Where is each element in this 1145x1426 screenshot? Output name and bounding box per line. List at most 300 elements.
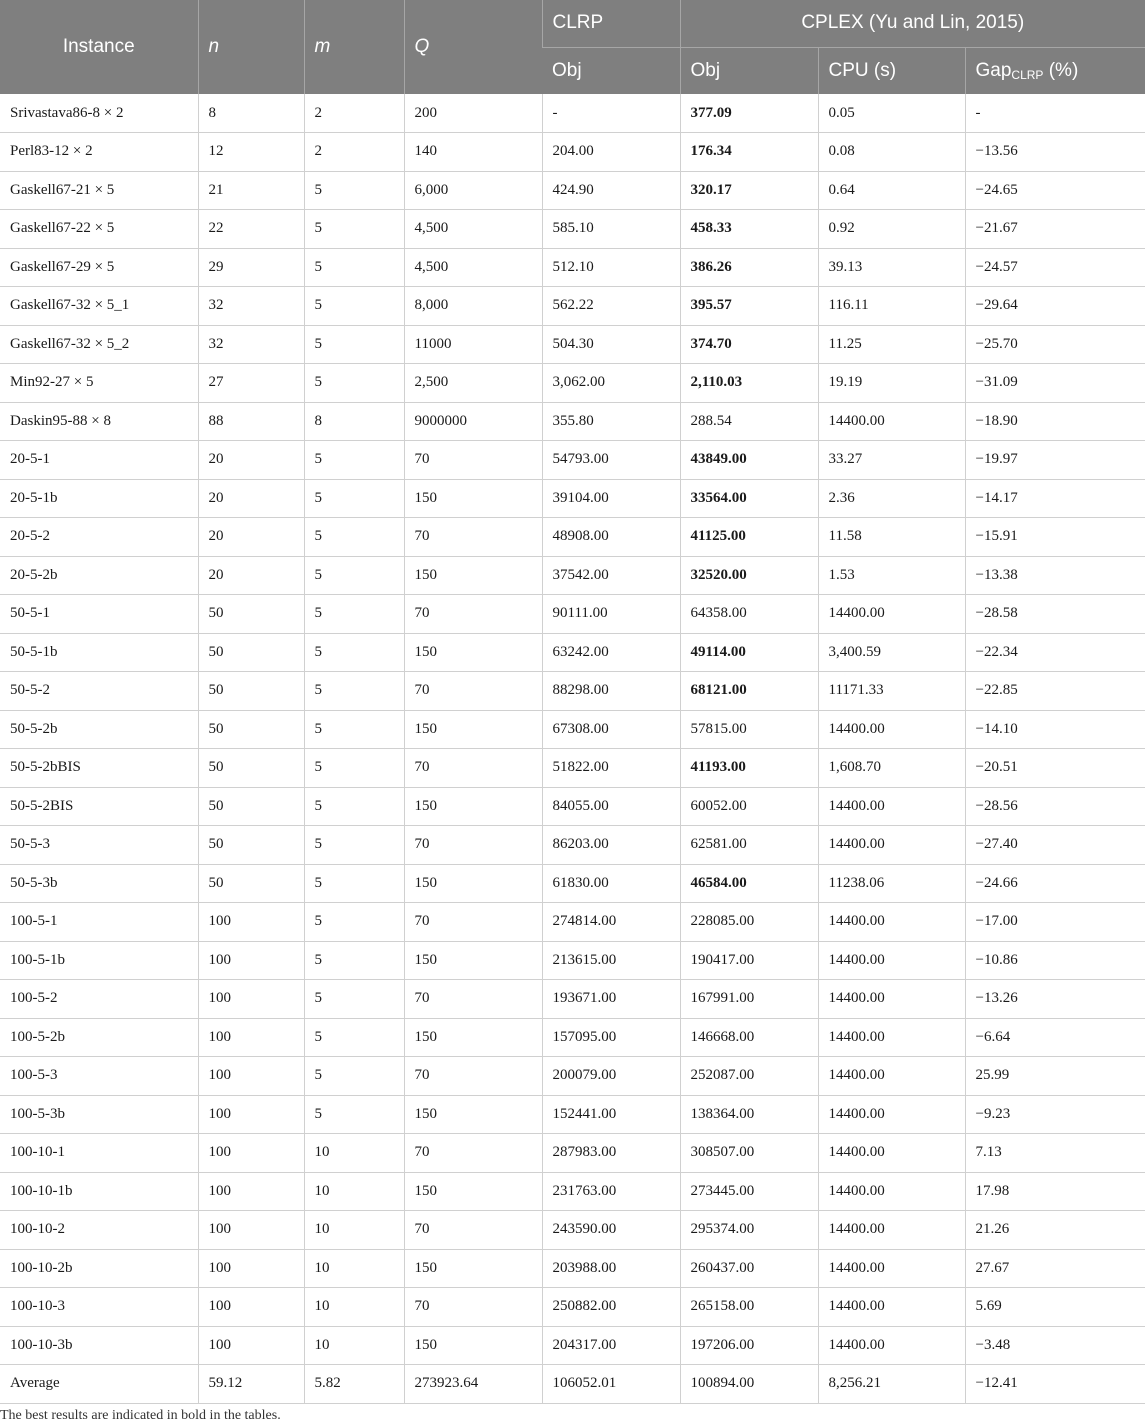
cell-cplex-obj: 138364.00 — [680, 1095, 818, 1134]
header-gap-subscript: CLRP — [1011, 67, 1044, 82]
table-row — [0, 1095, 1145, 1134]
cell-n: 50 — [198, 826, 304, 865]
cell-cpu: 14400.00 — [818, 595, 965, 634]
cell-gap: 25.99 — [965, 1057, 1145, 1096]
header-instance: Instance — [0, 0, 198, 94]
table-row — [0, 248, 1145, 287]
cell-clrp-obj: 67308.00 — [542, 710, 680, 749]
cell-n: 29 — [198, 248, 304, 287]
cell-q: 9000000 — [404, 402, 542, 441]
table-row — [0, 749, 1145, 788]
cell-instance: 20-5-2 — [0, 518, 198, 557]
table-row — [0, 941, 1145, 980]
cell-q: 150 — [404, 941, 542, 980]
cell-gap: −10.86 — [965, 941, 1145, 980]
cell-cpu: 116.11 — [818, 287, 965, 326]
cell-q: 150 — [404, 633, 542, 672]
cell-instance: Gaskell67-29 × 5 — [0, 248, 198, 287]
cell-clrp-obj: 204317.00 — [542, 1326, 680, 1365]
cell-m: 10 — [304, 1172, 404, 1211]
cell-instance: 100-5-2 — [0, 980, 198, 1019]
table-row — [0, 325, 1145, 364]
cell-m: 10 — [304, 1211, 404, 1250]
cell-m: 5 — [304, 556, 404, 595]
cell-clrp-obj: 48908.00 — [542, 518, 680, 557]
cell-cpu: 14400.00 — [818, 1057, 965, 1096]
table-row — [0, 1018, 1145, 1057]
table-header — [0, 0, 1145, 94]
cell-cpu: 14400.00 — [818, 941, 965, 980]
cell-m: 5 — [304, 826, 404, 865]
table-row — [0, 633, 1145, 672]
cell-cpu: 14400.00 — [818, 980, 965, 1019]
cell-cplex-obj: 43849.00 — [680, 441, 818, 480]
cell-cpu: 14400.00 — [818, 402, 965, 441]
cell-cplex-obj: 32520.00 — [680, 556, 818, 595]
cell-instance: 50-5-1b — [0, 633, 198, 672]
cell-clrp-obj: 61830.00 — [542, 864, 680, 903]
cell-cplex-obj: 62581.00 — [680, 826, 818, 865]
cell-n: 32 — [198, 325, 304, 364]
cell-clrp-obj: 88298.00 — [542, 672, 680, 711]
cell-m: 5 — [304, 749, 404, 788]
cell-gap: −28.56 — [965, 787, 1145, 826]
cell-q: 150 — [404, 1095, 542, 1134]
cell-m: 5 — [304, 364, 404, 403]
cell-gap: 7.13 — [965, 1134, 1145, 1173]
table-row — [0, 595, 1145, 634]
header-cplex-obj: Obj — [680, 47, 818, 94]
table-row — [0, 133, 1145, 172]
cell-clrp-obj: 193671.00 — [542, 980, 680, 1019]
cell-cplex-obj: 68121.00 — [680, 672, 818, 711]
cell-m: 5 — [304, 787, 404, 826]
cell-m: 5 — [304, 864, 404, 903]
cell-clrp-obj: 274814.00 — [542, 903, 680, 942]
cell-instance: Srivastava86-8 × 2 — [0, 94, 198, 133]
header-cpu: CPU (s) — [818, 47, 965, 94]
table-row — [0, 864, 1145, 903]
cell-gap: −20.51 — [965, 749, 1145, 788]
cell-n: 50 — [198, 595, 304, 634]
cell-gap: −18.90 — [965, 402, 1145, 441]
cell-cplex-obj: 190417.00 — [680, 941, 818, 980]
cell-cpu: 14400.00 — [818, 1018, 965, 1057]
cell-n: 100 — [198, 1211, 304, 1250]
header-q: Q — [404, 0, 542, 94]
cell-n: 20 — [198, 441, 304, 480]
cell-instance: 20-5-2b — [0, 556, 198, 595]
cell-cplex-obj: 265158.00 — [680, 1288, 818, 1327]
cell-n: 8 — [198, 94, 304, 133]
cell-cpu: 14400.00 — [818, 1326, 965, 1365]
cell-q: 4,500 — [404, 210, 542, 249]
cell-clrp-obj: 562.22 — [542, 287, 680, 326]
cell-instance: 100-5-2b — [0, 1018, 198, 1057]
cell-instance: Perl83-12 × 2 — [0, 133, 198, 172]
cell-cpu: 19.19 — [818, 364, 965, 403]
table-row — [0, 441, 1145, 480]
cell-n: 100 — [198, 1057, 304, 1096]
cell-instance: 100-10-2 — [0, 1211, 198, 1250]
cell-q: 150 — [404, 1249, 542, 1288]
cell-n: 50 — [198, 787, 304, 826]
cell-n: 50 — [198, 633, 304, 672]
cell-gap: −24.66 — [965, 864, 1145, 903]
cell-instance: Gaskell67-22 × 5 — [0, 210, 198, 249]
cell-n: 100 — [198, 1134, 304, 1173]
cell-n: 100 — [198, 1172, 304, 1211]
cell-cpu: 33.27 — [818, 441, 965, 480]
cell-instance: Gaskell67-32 × 5_2 — [0, 325, 198, 364]
cell-cplex-obj: 273445.00 — [680, 1172, 818, 1211]
cell-cpu: 11.58 — [818, 518, 965, 557]
cell-q: 150 — [404, 1018, 542, 1057]
cell-q: 140 — [404, 133, 542, 172]
cell-cplex-obj: 252087.00 — [680, 1057, 818, 1096]
cell-m: 5 — [304, 171, 404, 210]
cell-cpu: 14400.00 — [818, 1172, 965, 1211]
cell-n: 20 — [198, 556, 304, 595]
cell-q: 200 — [404, 94, 542, 133]
table-row — [0, 94, 1145, 133]
cell-instance: 50-5-2b — [0, 710, 198, 749]
cell-n: 50 — [198, 749, 304, 788]
cell-cplex-obj: 41193.00 — [680, 749, 818, 788]
cell-cplex-obj: 386.26 — [680, 248, 818, 287]
cell-q: 150 — [404, 787, 542, 826]
cell-clrp-obj: 90111.00 — [542, 595, 680, 634]
cell-clrp-obj: 200079.00 — [542, 1057, 680, 1096]
cell-instance: 50-5-3b — [0, 864, 198, 903]
cell-cplex-obj: 260437.00 — [680, 1249, 818, 1288]
cell-gap: −22.85 — [965, 672, 1145, 711]
cell-m: 5 — [304, 518, 404, 557]
cell-clrp-obj: 157095.00 — [542, 1018, 680, 1057]
cell-m: 5 — [304, 903, 404, 942]
cell-gap: −13.56 — [965, 133, 1145, 172]
table-row — [0, 903, 1145, 942]
table-row — [0, 556, 1145, 595]
header-clrp: CLRP — [542, 0, 680, 47]
cell-q: 6,000 — [404, 171, 542, 210]
cell-cplex-obj: 60052.00 — [680, 787, 818, 826]
cell-cpu: 11238.06 — [818, 864, 965, 903]
cell-gap: −13.26 — [965, 980, 1145, 1019]
cell-cpu: 0.05 — [818, 94, 965, 133]
cell-cpu: 14400.00 — [818, 1211, 965, 1250]
cell-q: 70 — [404, 1134, 542, 1173]
cell-cplex-obj: 167991.00 — [680, 980, 818, 1019]
cell-n: 100 — [198, 980, 304, 1019]
cell-m: 5 — [304, 248, 404, 287]
cell-n: 100 — [198, 1249, 304, 1288]
cell-cpu: 1,608.70 — [818, 749, 965, 788]
cell-instance: 100-5-3 — [0, 1057, 198, 1096]
cell-instance: Min92-27 × 5 — [0, 364, 198, 403]
cell-m: 10 — [304, 1134, 404, 1173]
cell-q: 150 — [404, 556, 542, 595]
cell-instance: Gaskell67-32 × 5_1 — [0, 287, 198, 326]
cell-m: 10 — [304, 1326, 404, 1365]
cell-gap: −14.17 — [965, 479, 1145, 518]
cell-cplex-obj: 100894.00 — [680, 1365, 818, 1404]
table-row — [0, 287, 1145, 326]
header-cplex: CPLEX (Yu and Lin, 2015) — [680, 0, 1145, 47]
cell-q: 150 — [404, 864, 542, 903]
cell-q: 70 — [404, 672, 542, 711]
cell-cplex-obj: 295374.00 — [680, 1211, 818, 1250]
cell-cplex-obj: 176.34 — [680, 133, 818, 172]
cell-n: 22 — [198, 210, 304, 249]
cell-m: 2 — [304, 94, 404, 133]
cell-cplex-obj: 46584.00 — [680, 864, 818, 903]
cell-clrp-obj: - — [542, 94, 680, 133]
cell-cpu: 0.64 — [818, 171, 965, 210]
cell-m: 5 — [304, 672, 404, 711]
cell-n: 27 — [198, 364, 304, 403]
cell-instance: 100-10-2b — [0, 1249, 198, 1288]
cell-m: 5 — [304, 633, 404, 672]
table-row — [0, 1211, 1145, 1250]
table-row — [0, 826, 1145, 865]
cell-instance: 100-10-1 — [0, 1134, 198, 1173]
header-gap-label: Gap — [975, 59, 1012, 81]
cell-q: 11000 — [404, 325, 542, 364]
cell-cplex-obj: 41125.00 — [680, 518, 818, 557]
cell-clrp-obj: 512.10 — [542, 248, 680, 287]
cell-cplex-obj: 33564.00 — [680, 479, 818, 518]
cell-gap: −22.34 — [965, 633, 1145, 672]
cell-cplex-obj: 57815.00 — [680, 710, 818, 749]
cell-clrp-obj: 37542.00 — [542, 556, 680, 595]
header-clrp-obj: Obj — [542, 47, 680, 94]
cell-q: 70 — [404, 980, 542, 1019]
cell-gap: −14.10 — [965, 710, 1145, 749]
table-row — [0, 1172, 1145, 1211]
cell-clrp-obj: 504.30 — [542, 325, 680, 364]
cell-clrp-obj: 84055.00 — [542, 787, 680, 826]
cell-m: 5 — [304, 325, 404, 364]
cell-instance: 50-5-3 — [0, 826, 198, 865]
cell-instance: Gaskell67-21 × 5 — [0, 171, 198, 210]
cell-cplex-obj: 374.70 — [680, 325, 818, 364]
footnote: The best results are indicated in bold in the tables. — [0, 1408, 281, 1423]
cell-gap: −17.00 — [965, 903, 1145, 942]
cell-cpu: 11.25 — [818, 325, 965, 364]
cell-gap: −15.91 — [965, 518, 1145, 557]
table-row — [0, 672, 1145, 711]
cell-clrp-obj: 152441.00 — [542, 1095, 680, 1134]
cell-q: 70 — [404, 826, 542, 865]
cell-m: 5 — [304, 479, 404, 518]
header-gap — [965, 47, 1145, 94]
table-row — [0, 364, 1145, 403]
cell-instance: 50-5-2BIS — [0, 787, 198, 826]
cell-q: 273923.64 — [404, 1365, 542, 1404]
cell-cplex-obj: 288.54 — [680, 402, 818, 441]
cell-q: 8,000 — [404, 287, 542, 326]
cell-m: 5 — [304, 1018, 404, 1057]
cell-cplex-obj: 458.33 — [680, 210, 818, 249]
cell-cpu: 14400.00 — [818, 1288, 965, 1327]
cell-instance: 50-5-2bBIS — [0, 749, 198, 788]
cell-instance: Daskin95-88 × 8 — [0, 402, 198, 441]
table-row — [0, 1134, 1145, 1173]
cell-gap: −24.65 — [965, 171, 1145, 210]
cell-clrp-obj: 243590.00 — [542, 1211, 680, 1250]
table-row — [0, 787, 1145, 826]
cell-clrp-obj: 3,062.00 — [542, 364, 680, 403]
cell-clrp-obj: 355.80 — [542, 402, 680, 441]
cell-cpu: 14400.00 — [818, 903, 965, 942]
cell-gap: −9.23 — [965, 1095, 1145, 1134]
cell-instance: 50-5-1 — [0, 595, 198, 634]
cell-n: 50 — [198, 672, 304, 711]
cell-gap: 27.67 — [965, 1249, 1145, 1288]
cell-gap: - — [965, 94, 1145, 133]
table-row — [0, 171, 1145, 210]
cell-m: 5.82 — [304, 1365, 404, 1404]
header-n: n — [198, 0, 304, 94]
cell-gap: −27.40 — [965, 826, 1145, 865]
cell-q: 150 — [404, 1172, 542, 1211]
cell-q: 2,500 — [404, 364, 542, 403]
cell-cpu: 0.08 — [818, 133, 965, 172]
cell-m: 5 — [304, 210, 404, 249]
cell-q: 150 — [404, 479, 542, 518]
cell-n: 100 — [198, 903, 304, 942]
cell-q: 150 — [404, 1326, 542, 1365]
cell-cplex-obj: 146668.00 — [680, 1018, 818, 1057]
cell-q: 70 — [404, 749, 542, 788]
cell-clrp-obj: 63242.00 — [542, 633, 680, 672]
cell-gap: −3.48 — [965, 1326, 1145, 1365]
cell-cplex-obj: 2,110.03 — [680, 364, 818, 403]
cell-cplex-obj: 197206.00 — [680, 1326, 818, 1365]
cell-cpu: 2.36 — [818, 479, 965, 518]
table-row — [0, 1288, 1145, 1327]
cell-cplex-obj: 308507.00 — [680, 1134, 818, 1173]
cell-gap: −19.97 — [965, 441, 1145, 480]
table-row — [0, 479, 1145, 518]
cell-n: 50 — [198, 710, 304, 749]
cell-m: 8 — [304, 402, 404, 441]
cell-q: 70 — [404, 903, 542, 942]
cell-instance: 100-10-1b — [0, 1172, 198, 1211]
cell-n: 100 — [198, 1326, 304, 1365]
cell-cplex-obj: 377.09 — [680, 94, 818, 133]
cell-m: 5 — [304, 595, 404, 634]
cell-cpu: 14400.00 — [818, 710, 965, 749]
table-row — [0, 1249, 1145, 1288]
cell-m: 5 — [304, 441, 404, 480]
cell-m: 5 — [304, 1057, 404, 1096]
cell-q: 70 — [404, 518, 542, 557]
cell-clrp-obj: 54793.00 — [542, 441, 680, 480]
table-row — [0, 710, 1145, 749]
cell-q: 4,500 — [404, 248, 542, 287]
cell-cplex-obj: 395.57 — [680, 287, 818, 326]
header-gap-unit: (%) — [1043, 59, 1079, 81]
cell-instance: 20-5-1 — [0, 441, 198, 480]
cell-gap: −12.41 — [965, 1365, 1145, 1404]
table-row — [0, 980, 1145, 1019]
cell-gap: −25.70 — [965, 325, 1145, 364]
cell-cpu: 14400.00 — [818, 1134, 965, 1173]
table-body — [0, 94, 1145, 1403]
cell-gap: −28.58 — [965, 595, 1145, 634]
table-row — [0, 1365, 1145, 1404]
cell-instance: 50-5-2 — [0, 672, 198, 711]
cell-instance: Average — [0, 1365, 198, 1404]
cell-cplex-obj: 49114.00 — [680, 633, 818, 672]
cell-cplex-obj: 320.17 — [680, 171, 818, 210]
cell-gap: −24.57 — [965, 248, 1145, 287]
cell-clrp-obj: 231763.00 — [542, 1172, 680, 1211]
cell-m: 5 — [304, 287, 404, 326]
cell-instance: 100-5-1 — [0, 903, 198, 942]
cell-n: 59.12 — [198, 1365, 304, 1404]
cell-clrp-obj: 86203.00 — [542, 826, 680, 865]
table-row — [0, 402, 1145, 441]
cell-gap: −13.38 — [965, 556, 1145, 595]
cell-n: 20 — [198, 479, 304, 518]
cell-n: 88 — [198, 402, 304, 441]
cell-m: 10 — [304, 1288, 404, 1327]
cell-gap: −29.64 — [965, 287, 1145, 326]
cell-q: 70 — [404, 1211, 542, 1250]
cell-clrp-obj: 424.90 — [542, 171, 680, 210]
cell-cpu: 14400.00 — [818, 787, 965, 826]
header-row-1 — [0, 0, 1145, 47]
cell-instance: 20-5-1b — [0, 479, 198, 518]
cell-gap: 5.69 — [965, 1288, 1145, 1327]
table-row — [0, 210, 1145, 249]
cell-m: 5 — [304, 710, 404, 749]
cell-clrp-obj: 39104.00 — [542, 479, 680, 518]
cell-n: 100 — [198, 1288, 304, 1327]
cell-clrp-obj: 287983.00 — [542, 1134, 680, 1173]
cell-instance: 100-5-3b — [0, 1095, 198, 1134]
cell-clrp-obj: 204.00 — [542, 133, 680, 172]
table-row — [0, 1057, 1145, 1096]
cell-cpu: 8,256.21 — [818, 1365, 965, 1404]
cell-n: 100 — [198, 1018, 304, 1057]
cell-gap: 21.26 — [965, 1211, 1145, 1250]
cell-n: 100 — [198, 1095, 304, 1134]
cell-clrp-obj: 250882.00 — [542, 1288, 680, 1327]
cell-cplex-obj: 228085.00 — [680, 903, 818, 942]
table-row — [0, 1326, 1145, 1365]
cell-cpu: 11171.33 — [818, 672, 965, 711]
table-row — [0, 518, 1145, 557]
cell-cpu: 39.13 — [818, 248, 965, 287]
cell-m: 5 — [304, 980, 404, 1019]
cell-instance: 100-10-3 — [0, 1288, 198, 1327]
cell-gap: 17.98 — [965, 1172, 1145, 1211]
cell-q: 70 — [404, 595, 542, 634]
header-m: m — [304, 0, 404, 94]
cell-cpu: 1.53 — [818, 556, 965, 595]
cell-clrp-obj: 203988.00 — [542, 1249, 680, 1288]
cell-cplex-obj: 64358.00 — [680, 595, 818, 634]
cell-gap: −21.67 — [965, 210, 1145, 249]
cell-q: 70 — [404, 1057, 542, 1096]
cell-clrp-obj: 585.10 — [542, 210, 680, 249]
cell-cpu: 0.92 — [818, 210, 965, 249]
cell-n: 50 — [198, 864, 304, 903]
